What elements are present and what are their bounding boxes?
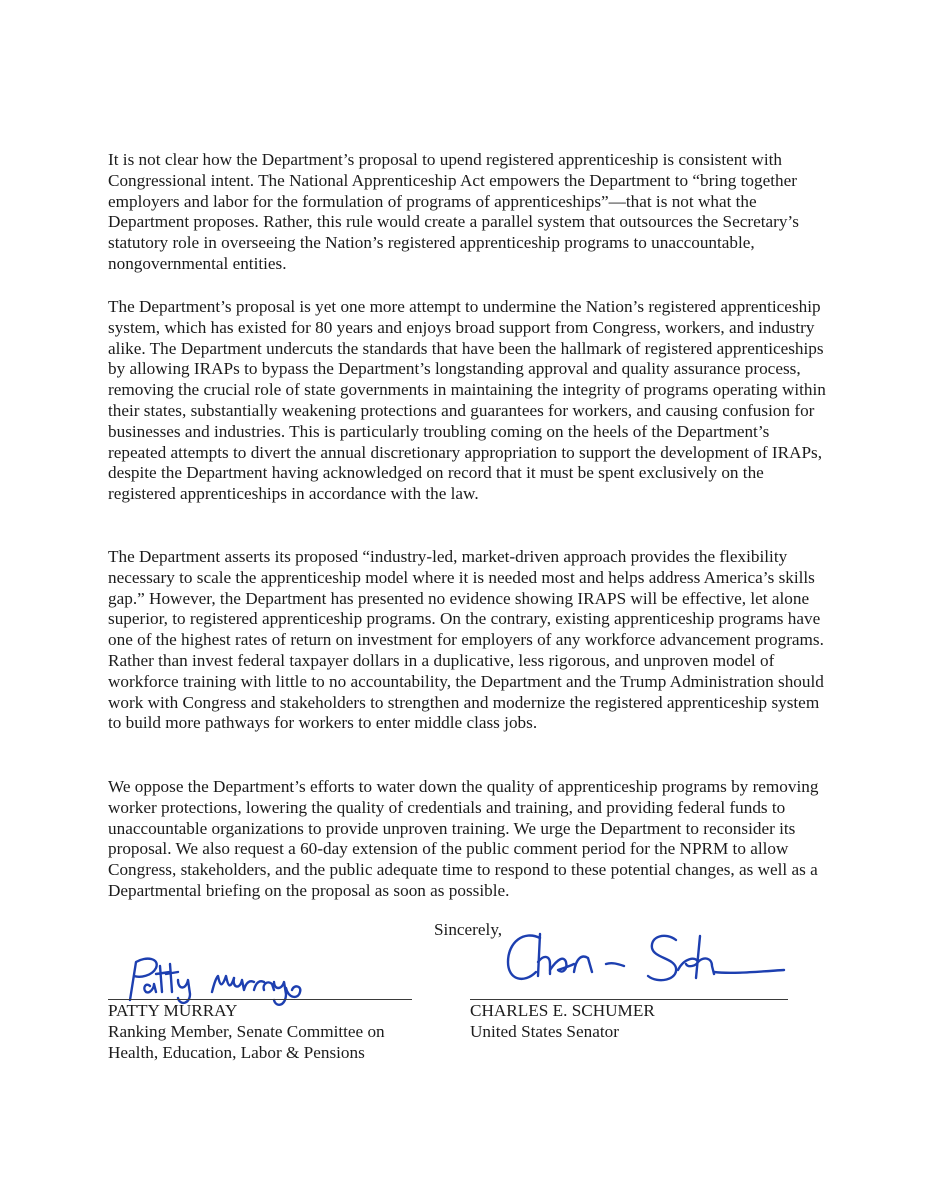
paragraph-congressional-intent: It is not clear how the Department’s proposal to upend registered apprenticeship is consistent with Congressional intent. The National Apprenticeship Act empowers the Department to “bring together employers and labor for the formulation of programs of apprenticeships”—that is not what the Department proposes. Rather, this rule would create a parallel system that outsources the Secretary’s statutory role in overseeing the Nation’s registered apprenticeship programs to unaccountable, nongovernmental entities. bbox=[108, 150, 799, 273]
handwritten-signature-schumer bbox=[500, 928, 790, 994]
signature-line-schumer bbox=[470, 999, 788, 1000]
closing-salutation: Sincerely, bbox=[434, 920, 503, 939]
signatory-title-schumer: United States Senator bbox=[470, 1022, 619, 1041]
paragraph-undermine-system: The Department’s proposal is yet one more attempt to undermine the Nation’s registered apprenticeship system, which has existed for 80 years and enjoys broad support from Congress, workers, and industry alike. The Department undercuts the standards that have been the hallmark of registered apprenticeships by allowing IRAPs to bypass the Department’s longstanding approval and quality assurance process, removing the crucial role of state governments in maintaining the integrity of programs operating within their states, substantially weakening protections and guarantees for workers, and causing confusion for businesses and industries. This is particularly troubling coming on the heels of the Department’s repeated attempts to divert the annual discretionary appropriation to support the development of IRAPs, despite the Department having acknowledged on record that it must be spent exclusively on the registered apprenticeships in accordance with the law. bbox=[108, 297, 826, 504]
signatory-name-schumer: CHARLES E. SCHUMER bbox=[470, 1001, 655, 1020]
signature-block-murray bbox=[108, 940, 438, 1070]
paragraph-industry-led-claim: The Department asserts its proposed “industry-led, market-driven approach provides the flexibility necessary to scale the apprenticeship model where it is needed most and helps address America’s skills gap.” However, the Department has presented no evidence showing IRAPS will be effective, let alone superior, to registered apprenticeship programs. On the contrary, existing apprenticeship programs have one of the highest rates of return on investment for employers of any workforce advancement programs. Rather than invest federal taxpayer dollars in a duplicative, less rigorous, and unproven model of workforce training with little to no accountability, the Department and the Trump Administration should work with Congress and stakeholders to strengthen and modernize the registered apprenticeship system to build more pathways for workers to enter middle class jobs. bbox=[108, 547, 824, 733]
signatory-title-line2-murray: Health, Education, Labor & Pensions bbox=[108, 1043, 365, 1062]
paragraph-request-extension: We oppose the Department’s efforts to water down the quality of apprenticeship programs by removing worker protections, lowering the quality of credentials and training, and providing federal funds to unaccountable organizations to provide unproven training. We urge the Department to reconsider its proposal. We also request a 60-day extension of the public comment period for the NPRM to allow Congress, stakeholders, and the public adequate time to respond to these potential changes, as well as a Departmental briefing on the proposal as soon as possible. bbox=[108, 777, 819, 900]
signatory-name-murray: PATTY MURRAY bbox=[108, 1001, 238, 1020]
signature-line-murray bbox=[108, 999, 412, 1000]
signatory-title-line1-murray: Ranking Member, Senate Committee on bbox=[108, 1022, 385, 1041]
signature-block-schumer bbox=[470, 920, 800, 1050]
